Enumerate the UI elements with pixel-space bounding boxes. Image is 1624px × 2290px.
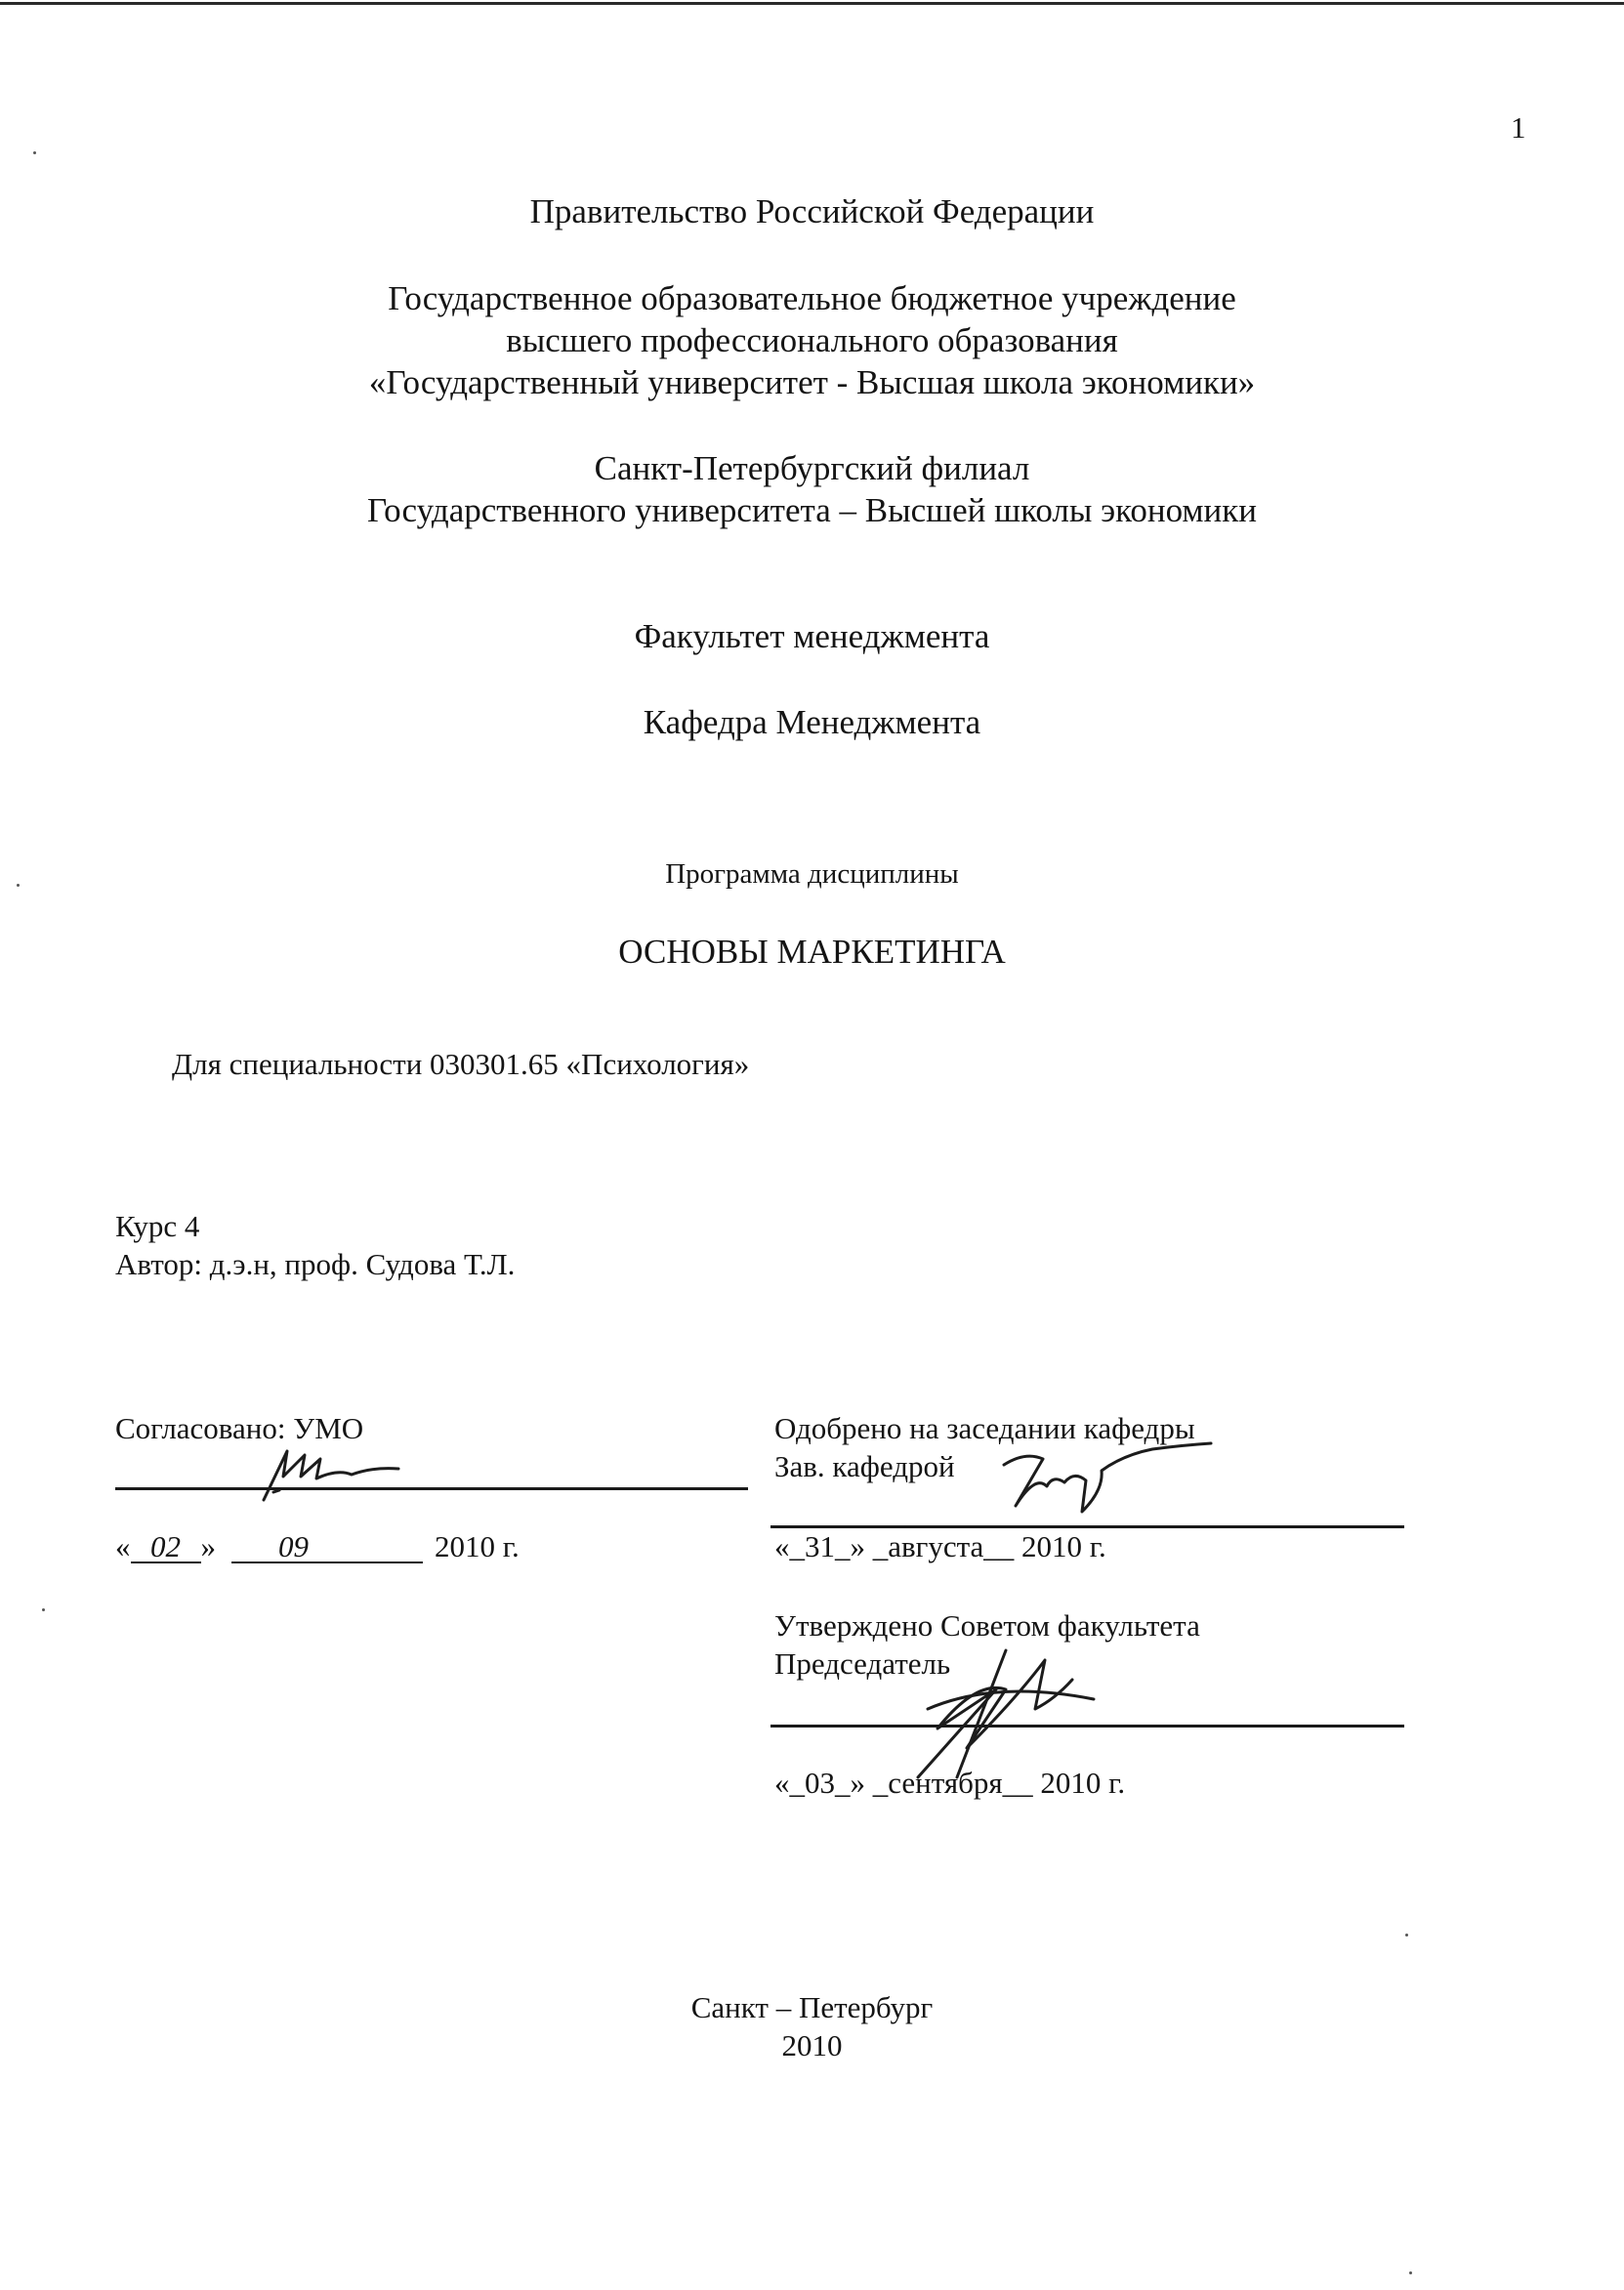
discipline-title: ОСНОВЫ МАРКЕТИНГА [618,933,1006,971]
council-chair-label: Председатель [774,1646,951,1681]
scan-speck [1405,1934,1408,1936]
department-head-label: Зав. кафедрой [774,1449,955,1483]
council-signature-line [770,1725,1404,1728]
scan-speck [42,1608,45,1611]
umo-date-open-quote: « [115,1529,131,1563]
institution-line-2: высшего профессионального образования [506,321,1118,359]
institution-line-3: «Государственный университет - Высшая школа экономики» [368,363,1256,401]
umo-date-month: 09 [231,1532,423,1563]
author-line: Автор: д.э.н, проф. Судова Т.Л. [115,1247,516,1281]
speciality-line: Для специальности 030301.65 «Психология» [172,1047,750,1081]
branch-line-2: Государственного университета – Высшей школы экономики [366,491,1258,529]
course-line: Курс 4 [115,1209,200,1243]
scan-speck [1409,2271,1412,2274]
program-label: Программа дисциплины [665,858,959,890]
umo-signature-line [115,1487,748,1490]
branch-line-1: Санкт-Петербургский филиал [594,449,1030,487]
footer-city: Санкт – Петербург [690,1990,934,2024]
umo-date-day: 02 [131,1532,201,1563]
department-approval-date: «_31_» _августа__ 2010 г. [774,1529,1106,1563]
umo-approval-date [115,1528,520,1565]
department-head-signature [996,1436,1221,1523]
umo-date-year: 2010 г. [435,1529,520,1563]
scan-speck [33,151,36,154]
council-approval-date: «_03_» _сентября__ 2010 г. [774,1766,1126,1800]
umo-date-close-quote: » [200,1529,216,1563]
scan-top-edge [0,2,1624,5]
umo-signature [244,1445,410,1504]
page-number: 1 [1511,110,1526,145]
faculty-name: Факультет менеджмента [634,617,990,655]
umo-approval-label: Согласовано: УМО [115,1411,364,1445]
footer-year: 2010 [781,2028,843,2062]
department-name: Кафедра Менеджмента [643,703,981,741]
department-approval-line-1: Одобрено на заседании кафедры [774,1411,1195,1445]
council-chair-signature [898,1621,1103,1787]
scan-speck [17,884,20,887]
government-title: Правительство Российской Федерации [529,192,1095,230]
institution-line-1: Государственное образовательное бюджетное учреждение [388,279,1236,317]
faculty-council-line-1: Утверждено Советом факультета [774,1608,1200,1643]
